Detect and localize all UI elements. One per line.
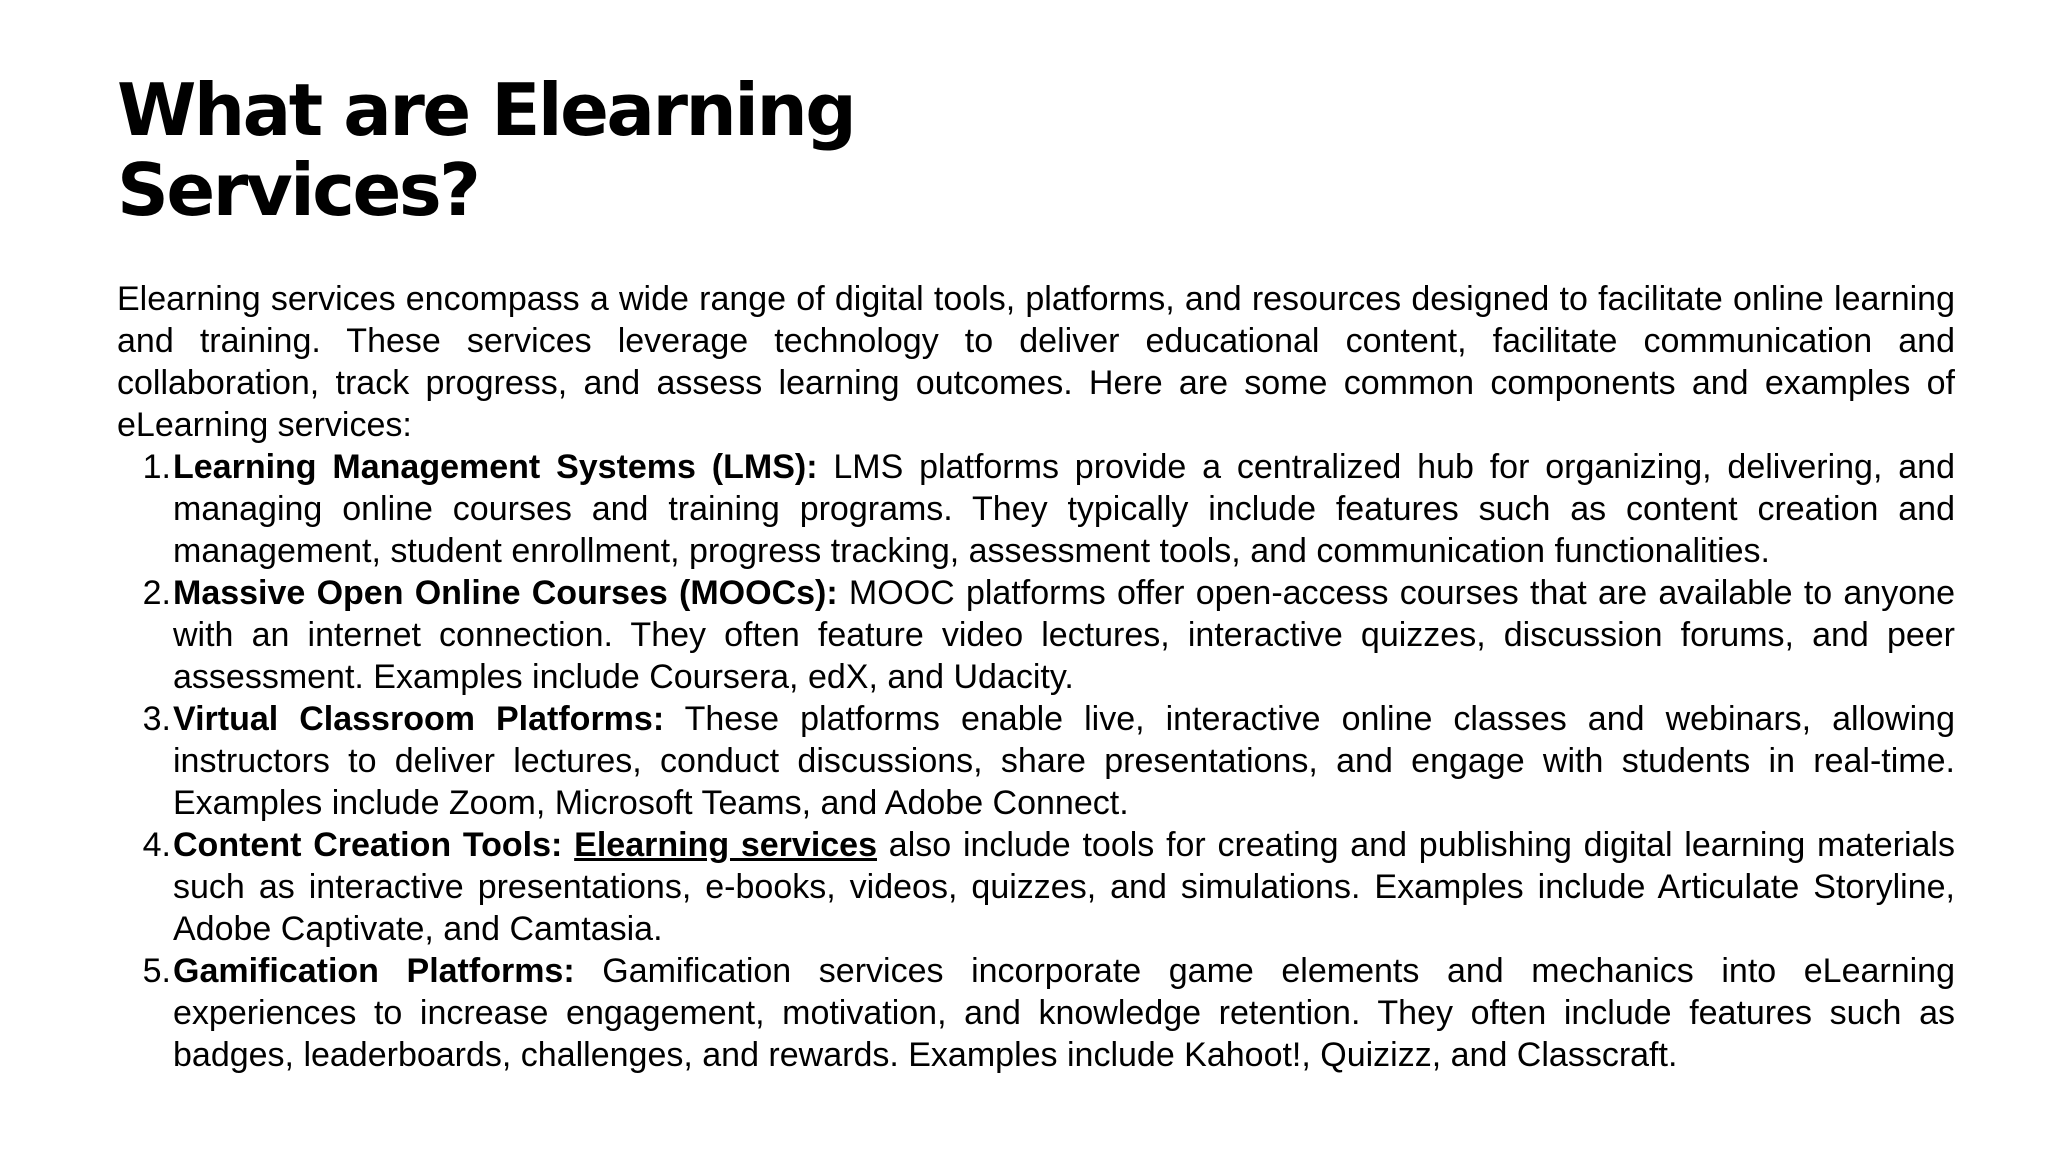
list-item-lms	[117, 446, 1955, 572]
list-item-content-creation	[117, 824, 1955, 950]
intro-paragraph: Elearning services encompass a wide range of digital tools, platforms, and resources designed to facilitate online learning and training. These services leverage technology to deliver educational content, facilitate communication and collaboration, track progress, and assess learning outcomes. Here are some common components and examples of eLearning services:	[117, 280, 1955, 444]
item-heading: Virtual Classroom Platforms:	[173, 700, 665, 738]
list-number: 5.	[142, 952, 171, 990]
item-text: also include tools for creating and publishing digital learning materials such as interactive presentations, e-books, videos, quizzes, and simulations. Examples include Articulate Storyline, Adobe Captivate, and Camtasia.	[173, 826, 1955, 948]
services-list	[117, 446, 1955, 1076]
elearning-services-link[interactable]: Elearning services	[574, 826, 877, 864]
list-number: 4.	[142, 826, 171, 864]
item-heading: Content Creation Tools:	[173, 826, 563, 864]
item-text: These platforms enable live, interactive online classes and webinars, allowing instructors to deliver lectures, conduct discussions, share presentations, and engage with students in real-time. Examples include Zoom, Microsoft Teams, and Adobe Connect.	[173, 700, 1955, 822]
page-title: What are Elearning Services?	[117, 68, 855, 232]
item-heading: Gamification Platforms:	[173, 952, 575, 990]
item-heading: Massive Open Online Courses (MOOCs):	[173, 574, 838, 612]
item-text: LMS platforms provide a centralized hub for organizing, delivering, and managing online courses and training programs. They typically include features such as content creation and management, student enrollment, progress tracking, assessment tools, and communication functionalities.	[173, 448, 1955, 570]
list-item-moocs	[117, 572, 1955, 698]
list-number: 1.	[142, 448, 171, 486]
list-item-virtual-classroom	[117, 698, 1955, 824]
item-text: MOOC platforms offer open-access courses that are available to anyone with an internet connection. They often feature video lectures, interactive quizzes, discussion forums, and peer assessment. Examples include Coursera, edX, and Udacity.	[173, 574, 1955, 696]
list-number: 3.	[142, 700, 171, 738]
list-item-gamification	[117, 950, 1955, 1076]
slide	[117, 70, 1955, 1076]
item-text: Gamification services incorporate game elements and mechanics into eLearning experiences to increase engagement, motivation, and knowledge retention. They often include features such as badges, leaderboards, challenges, and rewards. Examples include Kahoot!, Quizizz, and Classcraft.	[173, 952, 1955, 1074]
list-number: 2.	[142, 574, 171, 612]
item-heading: Learning Management Systems (LMS):	[173, 448, 818, 486]
